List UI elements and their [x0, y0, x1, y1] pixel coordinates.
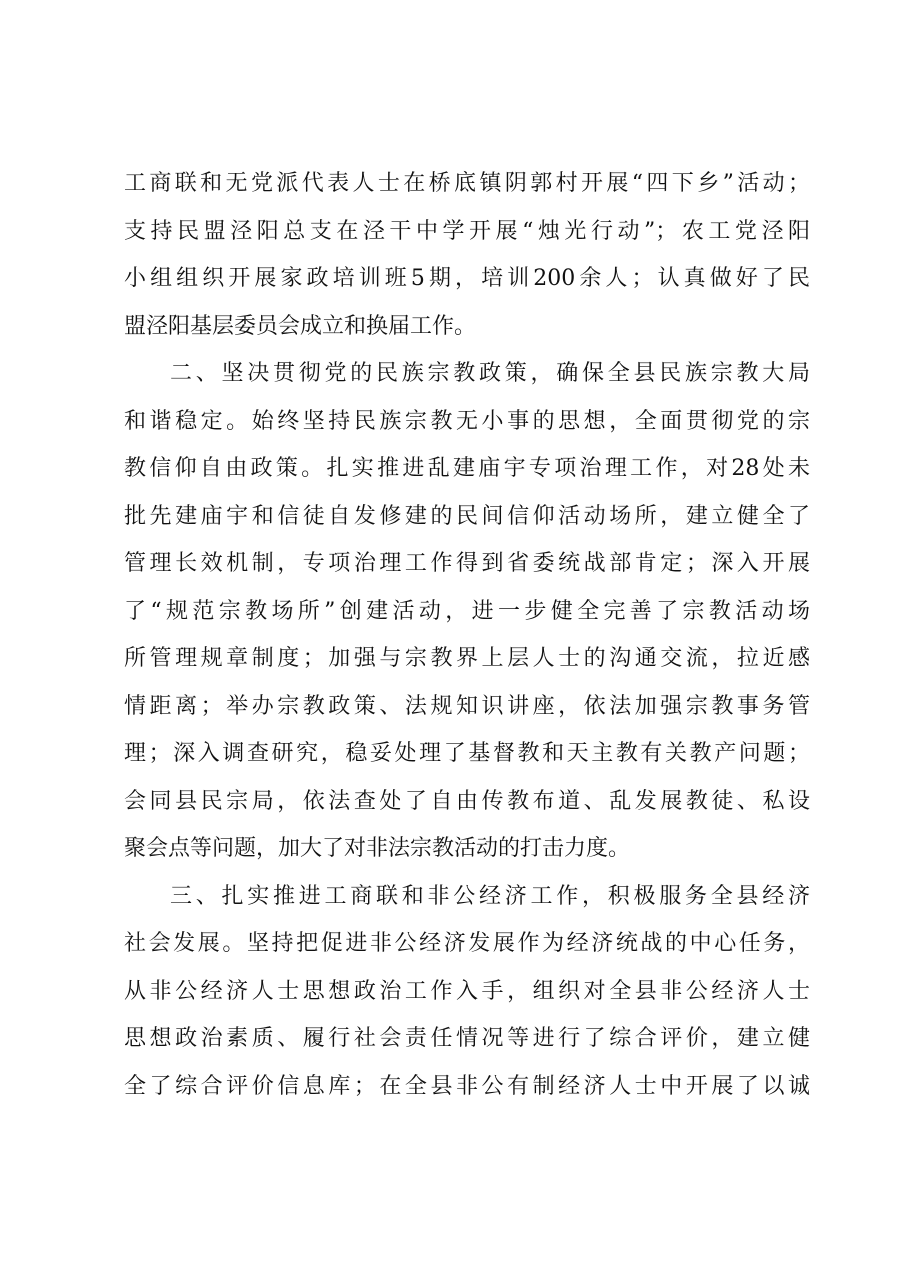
text-line: 从非公经济人士思想政治工作入手，组织对全县非公经济人士	[124, 978, 810, 1004]
text-line: 聚会点等问题，加大了对非法宗教活动的打击力度。	[124, 836, 631, 861]
text-line: 批先建庙宇和信徒自发修建的民间信仰活动场所，建立健全了	[124, 503, 810, 529]
text-line: 盟泾阳基层委员会成立和换届工作。	[124, 313, 477, 339]
text-line: 和谐稳定。始终坚持民族宗教无小事的思想，全面贯彻党的宗	[124, 408, 810, 434]
text-line: 了“规范宗教场所”创建活动，进一步健全完善了宗教活动场	[124, 598, 810, 624]
text-line: 所管理规章制度；加强与宗教界上层人士的沟通交流，拉近感	[124, 646, 810, 671]
text-line: 支持民盟泾阳总支在泾干中学开展“烛光行动”；农工党泾阳	[124, 218, 810, 244]
paragraph-2	[124, 350, 810, 873]
text-line: 教信仰自由政策。扎实推进乱建庙宇专项治理工作，对28处未	[124, 456, 810, 481]
text-line: 会同县民宗局，依法查处了自由传教布道、乱发展教徒、私设	[124, 788, 810, 814]
text-line: 情距离；举办宗教政策、法规知识讲座，依法加强宗教事务管	[124, 693, 810, 719]
text-line: 社会发展。坚持把促进非公经济发展作为经济统战的中心任务，	[124, 931, 810, 956]
document-body	[124, 160, 810, 1110]
text-line: 全了综合评价信息库；在全县非公有制经济人士中开展了以诚	[124, 1073, 810, 1099]
text-line: 理；深入调查研究，稳妥处理了基督教和天主教有关教产问题；	[124, 741, 810, 766]
paragraph-1	[124, 160, 810, 350]
text-line: 二、坚决贯彻党的民族宗教政策，确保全县民族宗教大局	[170, 361, 810, 386]
paragraph-3	[124, 873, 810, 1111]
text-line: 小组组织开展家政培训班5期，培训200余人；认真做好了民	[124, 266, 810, 291]
text-line: 三、扎实推进工商联和非公经济工作，积极服务全县经济	[170, 883, 810, 909]
text-line: 管理长效机制，专项治理工作得到省委统战部肯定；深入开展	[124, 551, 810, 576]
text-line: 思想政治素质、履行社会责任情况等进行了综合评价，建立健	[124, 1026, 810, 1051]
text-line: 工商联和无党派代表人士在桥底镇阴郭村开展“四下乡”活动；	[124, 171, 810, 196]
